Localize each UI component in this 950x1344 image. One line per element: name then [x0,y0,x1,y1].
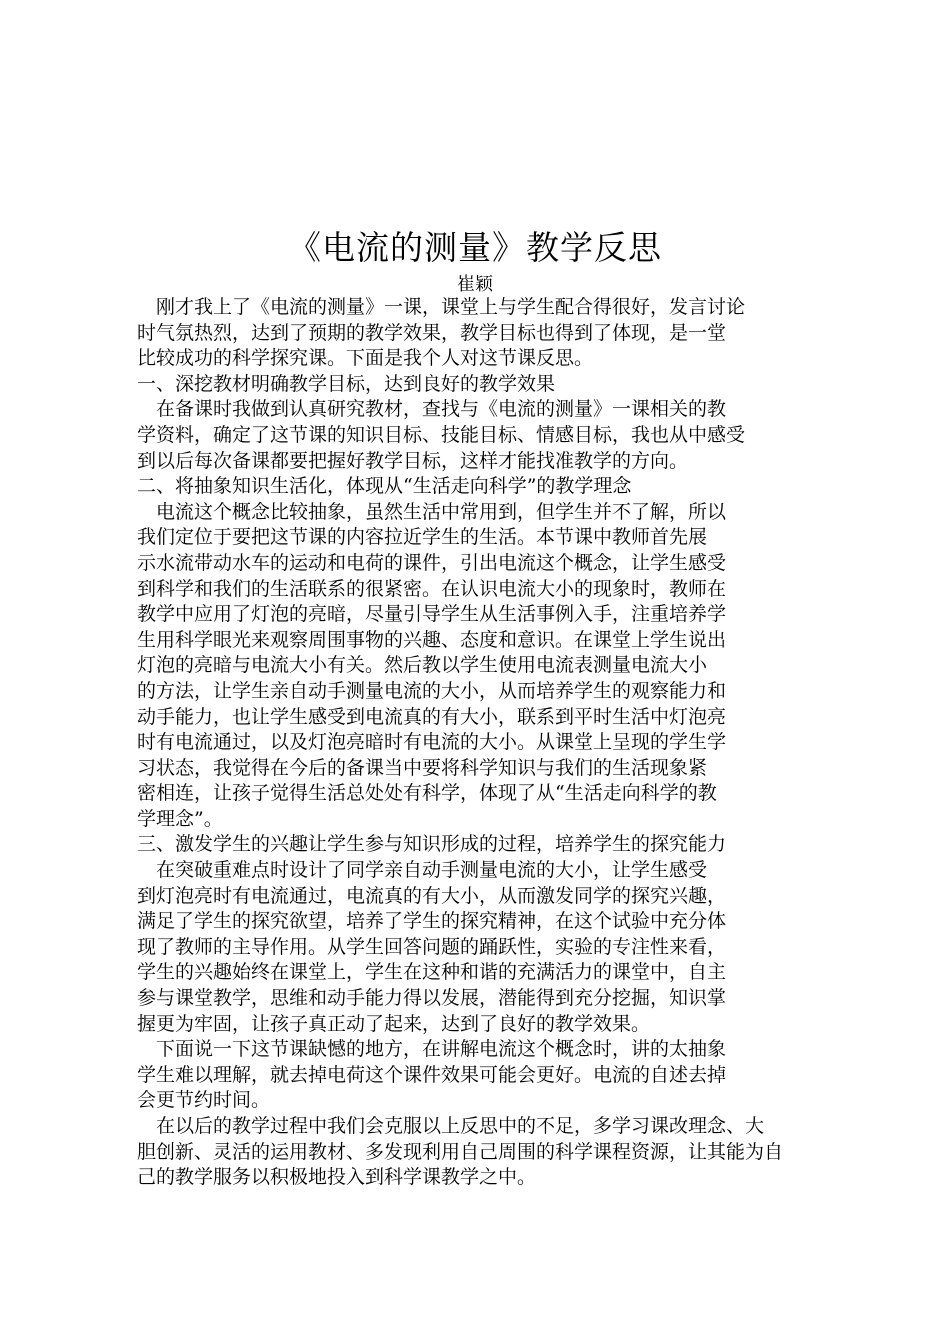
body-text-line: 在备课时我做到认真研究教材，查找与《电流的测量》一课相关的教 [137,398,727,421]
body-text-line: 在以后的教学过程中我们会克服以上反思中的不足，多学习课改理念、大 [137,1115,765,1137]
body-text-line: 电流这个概念比较抽象，虽然生活中常用到，但学生并不了解，所以 [137,500,727,523]
body-text-line: 示水流带动水车的运动和电荷的课件，引出电流这个概念，让学生感受 [137,551,727,574]
body-text-line: 灯泡的亮暗与电流大小有关。然后教以学生使用电流表测量电流大小 [137,654,708,677]
document-title: 《电流的测量》教学反思 [288,228,662,267]
body-text-line: 的方法，让学生亲自动手测量电流的大小，从而培养学生的观察能力和 [137,679,727,702]
body-text-line: 胆创新、灵活的运用教材、多发现利用自己周围的科学课程资源，让其能为自 [137,1140,784,1163]
body-text-line: 学理念”。 [137,807,223,830]
document-body [137,295,882,1191]
body-text-line: 习状态，我觉得在今后的备课当中要将科学知识与我们的生活现象紧 [137,756,708,779]
body-text-line: 我们定位于要把这节课的内容拉近学生的生活。本节课中教师首先展 [137,526,708,549]
body-text-line: 到科学和我们的生活联系的很紧密。在认识电流大小的现象时，教师在 [137,577,727,600]
body-text-line: 学资料，确定了这节课的知识目标、技能目标、情感目标，我也从中感受 [137,423,746,446]
body-text-line: 比较成功的科学探究课。下面是我个人对这节课反思。 [137,347,594,370]
body-text-line: 密相连，让孩子觉得生活总处处有科学，体现了从“生活走向科学的教 [137,782,717,805]
body-text-line: 在突破重难点时设计了同学亲自动手测量电流的大小，让学生感受 [137,859,708,882]
body-text-line: 三、激发学生的兴趣让学生参与知识形成的过程，培养学生的探究能力 [137,833,727,856]
body-text-line: 己的教学服务以积极地投入到科学课教学之中。 [137,1166,537,1189]
body-text-line: 到以后每次备课都要把握好教学目标，这样才能找准教学的方向。 [137,449,689,472]
body-text-line: 动手能力，也让学生感受到电流真的有大小，联系到平时生活中灯泡亮 [137,705,727,728]
body-text-line: 生用科学眼光来观察周围事物的兴趣、态度和意识。在课堂上学生说出 [137,628,727,651]
body-text-line: 下面说一下这节课缺憾的地方，在讲解电流这个概念时，讲的太抽象 [137,1038,727,1061]
body-text-line: 学生的兴趣始终在课堂上，学生在这种和谐的充满活力的课堂中，自主 [137,961,727,984]
body-text-line: 教学中应用了灯泡的亮暗，尽量引导学生从生活事例入手，注重培养学 [137,603,727,626]
body-text-line: 一、深挖教材明确教学目标，达到良好的教学效果 [137,372,556,395]
document-author: 崔颖 [457,274,493,295]
body-text-line: 现了教师的主导作用。从学生回答问题的踊跃性，实验的专注性来看， [137,935,727,958]
body-text-line: 会更节约时间。 [137,1089,271,1112]
body-text-line: 时气氛热烈，达到了预期的教学效果，教学目标也得到了体现，是一堂 [137,321,727,344]
body-text-line: 二、将抽象知识生活化，体现从“生活走向科学”的教学理念 [137,475,632,498]
body-text-line: 时有电流通过，以及灯泡亮暗时有电流的大小。从课堂上呈现的学生学 [137,731,727,754]
body-text-line: 满足了学生的探究欲望，培养了学生的探究精神，在这个试验中充分体 [137,910,727,933]
body-text-line: 到灯泡亮时有电流通过，电流真的有大小，从而激发同学的探究兴趣， [137,884,727,907]
body-text-line: 学生难以理解，就去掉电荷这个课件效果可能会更好。电流的自述去掉 [137,1063,727,1086]
body-text-line: 参与课堂教学，思维和动手能力得以发展，潜能得到充分挖掘，知识掌 [137,987,727,1010]
body-text-line: 刚才我上了《电流的测量》一课，课堂上与学生配合得很好，发言讨论 [137,296,746,318]
body-text-line: 握更为牢固，让孩子真正动了起来，达到了良好的教学效果。 [137,1012,651,1035]
